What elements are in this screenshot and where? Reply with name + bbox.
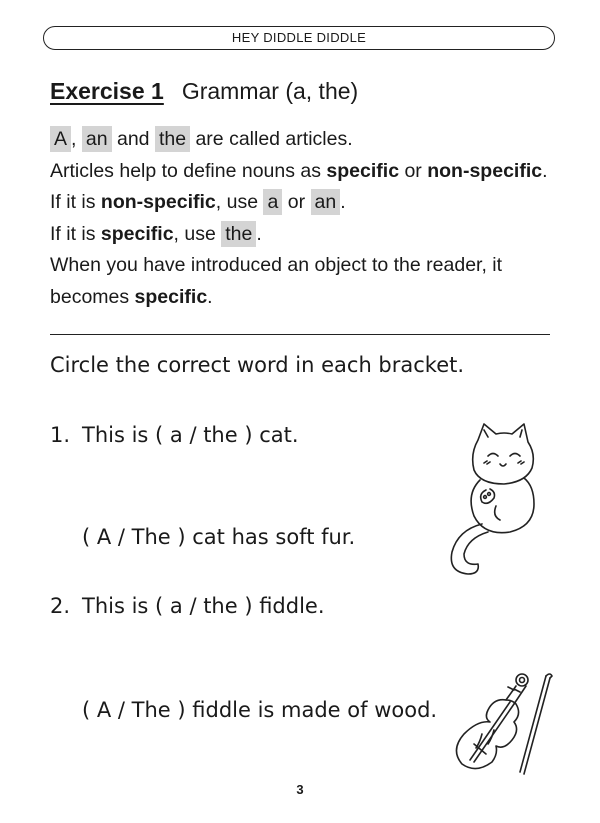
rules-block	[50, 124, 560, 313]
question-2	[50, 594, 325, 618]
rule-text: .	[207, 285, 213, 308]
header-title: HEY DIDDLE DIDDLE	[43, 26, 555, 50]
question-1-followup: ( A / The ) cat has soft fur.	[82, 525, 356, 549]
question-2-followup: ( A / The ) fiddle is made of wood.	[82, 698, 438, 722]
rule-line-1	[50, 124, 560, 156]
rule-text: .	[542, 159, 548, 182]
rule-text: Articles help to define nouns as	[50, 159, 327, 182]
question-number: 2.	[50, 594, 71, 618]
rule-text: becomes	[50, 285, 135, 308]
rule-text: or	[399, 159, 428, 182]
exercise-heading	[50, 78, 358, 105]
rule-text: ,	[71, 128, 82, 150]
question-sentence: This is ( a / the ) cat.	[82, 423, 299, 447]
cat-icon	[438, 420, 548, 580]
question-sentence: This is ( a / the ) fiddle.	[82, 594, 325, 618]
rule-text: , use	[215, 191, 264, 213]
question-number: 1.	[50, 423, 71, 447]
bold-term: specific	[100, 222, 174, 245]
rule-text: or	[282, 191, 311, 213]
rule-text: .	[256, 222, 262, 245]
rule-line-3	[50, 187, 560, 219]
bold-term: non-specific	[100, 191, 216, 213]
article-a-highlight: a	[263, 189, 282, 215]
rule-text: If it is	[50, 222, 101, 245]
bold-term: specific	[326, 159, 400, 182]
rule-text: , use	[173, 222, 222, 245]
rule-text: If it is	[50, 191, 101, 213]
bold-term: specific	[134, 285, 208, 308]
article-the-highlight: the	[155, 126, 190, 152]
rule-text: are called articles.	[190, 128, 353, 150]
exercise-number: Exercise 1	[50, 78, 164, 104]
instruction-text: Circle the correct word in each bracket.	[50, 353, 465, 377]
rule-line-6	[50, 282, 560, 314]
question-1	[50, 423, 299, 447]
bold-term: non-specific	[427, 159, 543, 182]
rule-text: and	[111, 128, 155, 150]
exercise-topic: Grammar (a, the)	[181, 78, 359, 104]
section-divider	[50, 334, 550, 335]
violin-icon	[436, 664, 564, 776]
article-an-highlight: an	[311, 189, 341, 215]
page-number: 3	[296, 782, 304, 797]
rule-line-4	[50, 219, 560, 251]
article-the-highlight: the	[221, 221, 256, 247]
article-a-highlight: A	[50, 126, 71, 152]
rule-line-5: When you have introduced an object to the reader, it	[50, 254, 503, 276]
article-an-highlight: an	[82, 126, 112, 152]
rule-text: .	[340, 191, 346, 213]
rule-line-2	[50, 156, 560, 188]
